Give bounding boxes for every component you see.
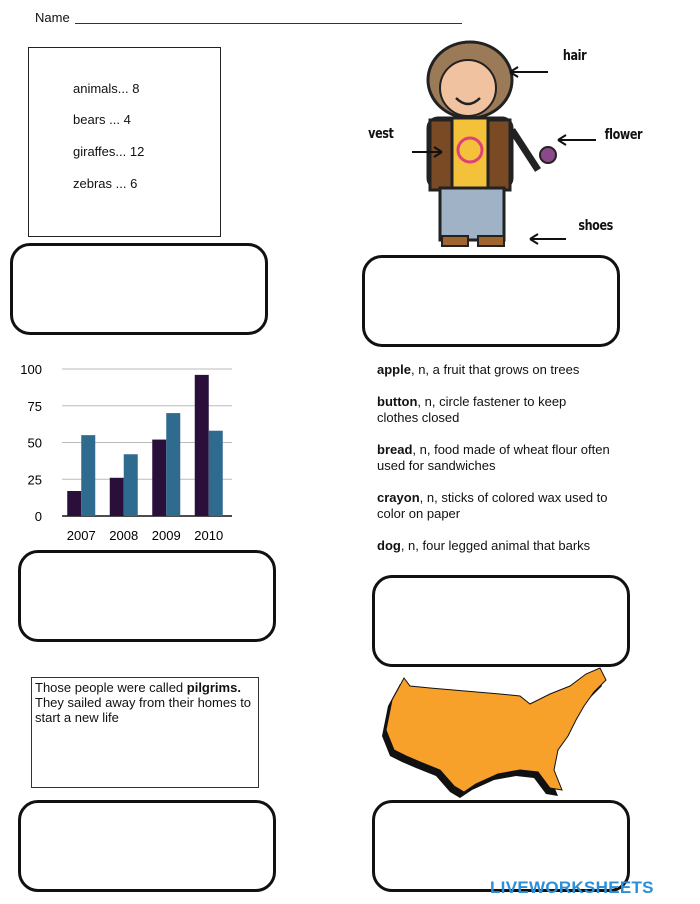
bar-series1 xyxy=(110,478,124,516)
bar-chart xyxy=(20,355,250,550)
pilgrims-bold: pilgrims. xyxy=(186,680,241,695)
label-flower: flower xyxy=(604,127,643,143)
glossary-definition: , n, circle fastener to keep clothes closed xyxy=(377,394,567,425)
list-item: bears ... 4 xyxy=(73,112,131,127)
glossary-definition: , n, food made of wheat flour often used for sandwiches xyxy=(377,442,610,473)
glossary-entry xyxy=(377,362,647,378)
pilgrims-text: Those people were called xyxy=(35,680,187,695)
name-label: Name xyxy=(35,10,70,25)
answer-box-1[interactable] xyxy=(10,243,268,335)
glossary-entry xyxy=(377,394,592,426)
label-hair: hair xyxy=(562,48,587,64)
arrow-icon xyxy=(510,67,548,77)
glossary-entry xyxy=(377,490,617,522)
pilgrims-text: They sailed away from their homes to start a new life xyxy=(35,695,252,725)
boy-clothing-picture xyxy=(400,40,660,255)
label-vest: vest xyxy=(368,126,394,142)
glossary-word: bread xyxy=(377,442,413,457)
usa-map xyxy=(380,660,615,810)
x-tick-label: 2007 xyxy=(66,528,96,543)
flower-icon xyxy=(540,147,556,163)
glossary-entry xyxy=(377,538,647,554)
answer-box-5[interactable] xyxy=(18,800,276,892)
glossary-definition: , n, four legged animal that barks xyxy=(400,538,591,553)
arrow-icon xyxy=(530,234,566,244)
counts-list-box xyxy=(28,47,221,237)
glossary-definition: , n, sticks of colored wax used to color on paper xyxy=(377,490,608,521)
y-tick-label: 50 xyxy=(27,435,42,451)
glossary xyxy=(377,362,647,570)
pilgrims-text-box xyxy=(31,677,259,788)
bar-series1 xyxy=(195,375,209,516)
list-item: zebras ... 6 xyxy=(73,176,138,191)
glossary-word: crayon xyxy=(377,490,420,505)
bar-series2 xyxy=(124,454,138,516)
list-item: animals... 8 xyxy=(73,81,140,96)
glossary-definition: , n, a fruit that grows on trees xyxy=(410,362,580,377)
bar-series1 xyxy=(152,440,166,516)
x-tick-label: 2009 xyxy=(151,528,181,543)
liveworksheets-logo: LIVEWORKSHEETS xyxy=(490,878,654,897)
y-tick-label: 0 xyxy=(34,509,42,524)
glossary-word: apple xyxy=(377,362,411,377)
y-tick-label: 75 xyxy=(27,398,42,414)
bar-series2 xyxy=(81,435,95,516)
label-shoes: shoes xyxy=(578,218,613,234)
name-line xyxy=(75,23,462,24)
bar-series1 xyxy=(67,491,81,516)
arrow-icon xyxy=(558,135,596,145)
glossary-word: button xyxy=(377,394,418,409)
x-tick-label: 2008 xyxy=(109,528,139,543)
answer-box-3[interactable] xyxy=(18,550,276,642)
list-item: giraffes... 12 xyxy=(73,144,145,159)
bar-series2 xyxy=(209,431,223,516)
bar-series2 xyxy=(166,413,180,516)
glossary-entry xyxy=(377,442,627,474)
y-tick-label: 25 xyxy=(27,472,42,488)
answer-box-2[interactable] xyxy=(362,255,620,347)
y-tick-label: 100 xyxy=(20,362,42,377)
x-tick-label: 2010 xyxy=(194,528,224,543)
glossary-word: dog xyxy=(377,538,401,553)
answer-box-4[interactable] xyxy=(372,575,630,667)
